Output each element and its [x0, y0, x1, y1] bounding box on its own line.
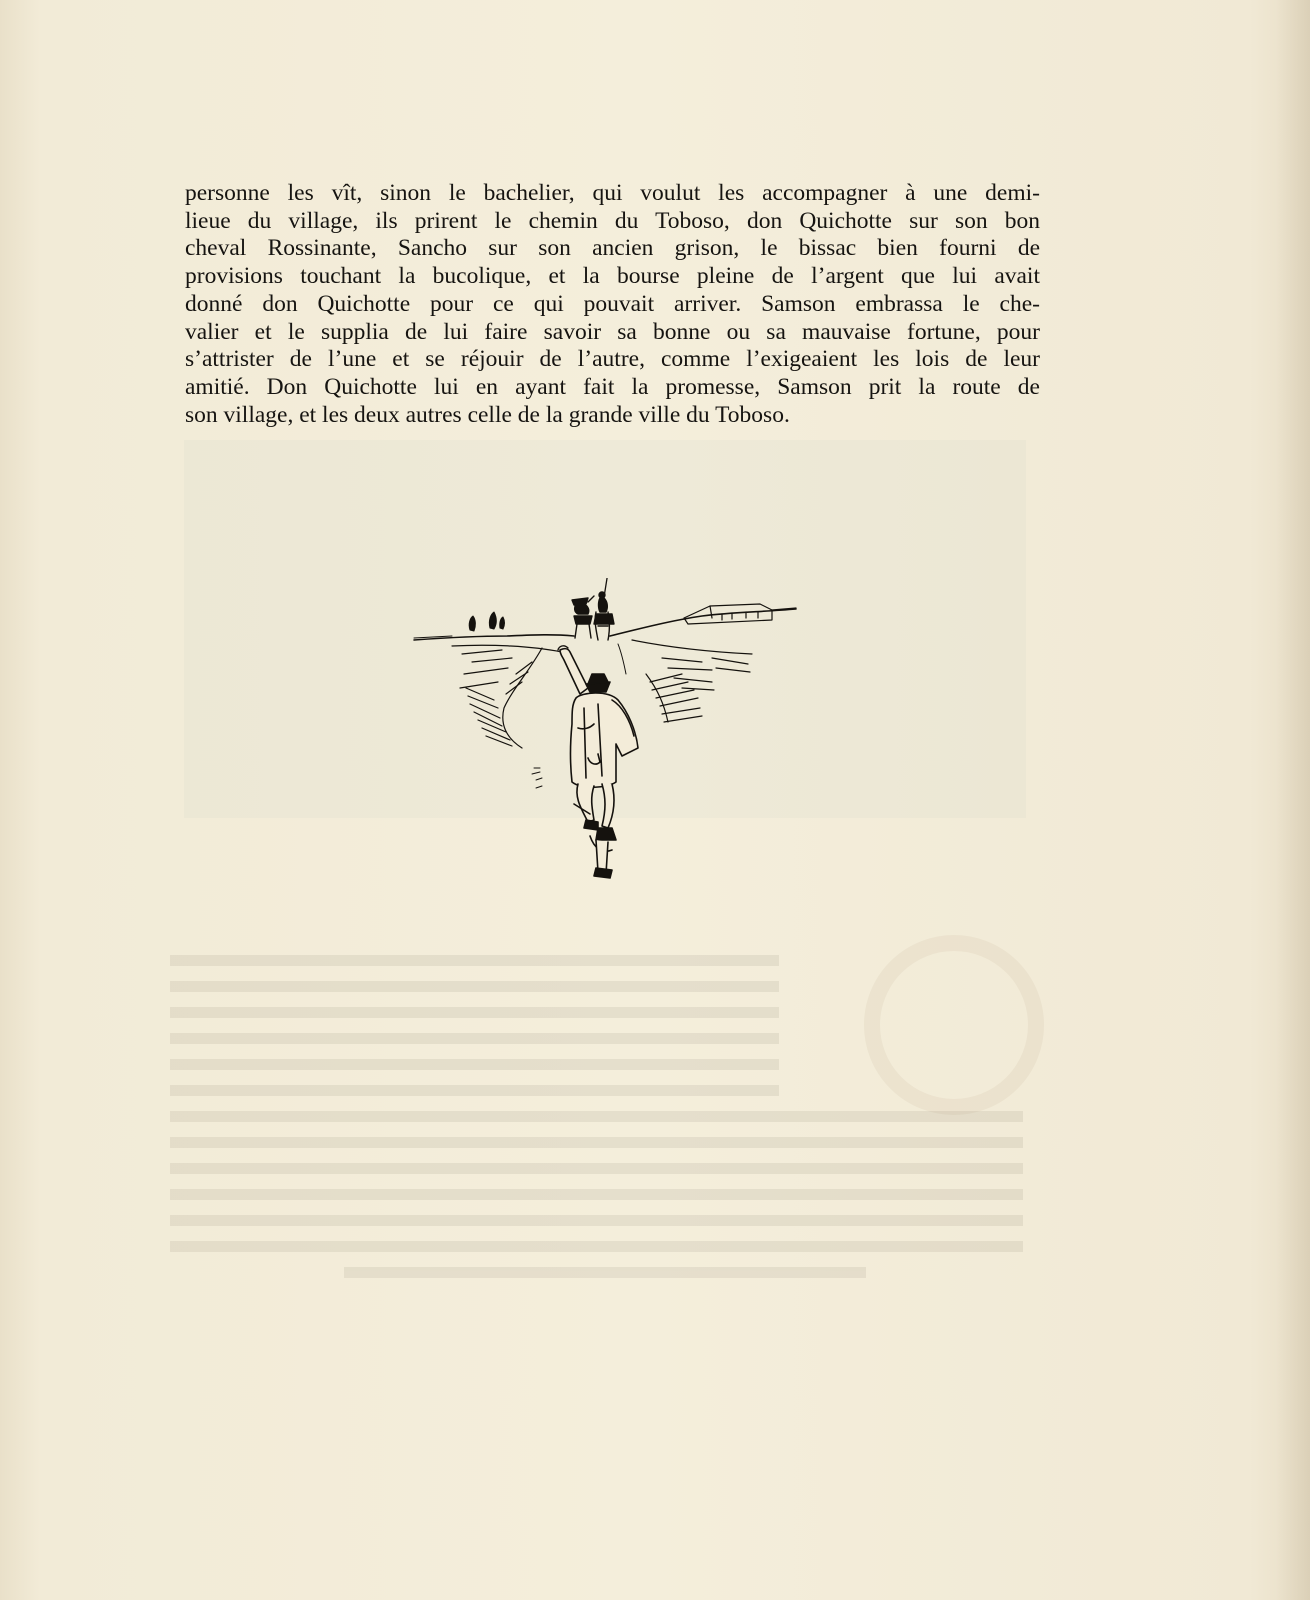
embankment-right: [632, 640, 752, 722]
hill-right: [610, 609, 796, 636]
waving-man-icon: [532, 646, 638, 878]
show-through-ornament: [864, 935, 1044, 1115]
riders-icon: [572, 578, 614, 640]
tree-icon: [489, 612, 496, 629]
tree-icon: [469, 616, 475, 631]
embankment-left: [452, 645, 562, 748]
text-line: donné don Quichotte pour ce qui pouvait arriver. Samson embrassa le che-: [185, 290, 1040, 317]
page-edge-shadow: [1276, 0, 1310, 1600]
text-line: provisions touchant la bucolique, et la bourse pleine de l’argent que lui avait: [185, 263, 1040, 290]
text-line: amitié. Don Quichotte lui en ayant fait la promesse, Samson prit la route de: [185, 373, 1040, 400]
text-line: personne les vît, sinon le bachelier, qui voulut les accompagner à une demi-: [185, 180, 1040, 206]
body-paragraph: [185, 180, 1040, 429]
text-line: valier et le supplia de lui faire savoir sa bonne ou sa mauvaise fortune, pour: [185, 318, 1040, 345]
text-line: son village, et les deux autres celle de la grande ville du Toboso.: [185, 401, 790, 428]
tree-icon: [500, 617, 505, 629]
text-line: cheval Rossinante, Sancho sur son ancien grison, le bissac bien fourni de: [185, 235, 1040, 262]
horizon-line: [414, 635, 574, 640]
text-line: lieue du village, ils prirent le chemin du Toboso, don Quichotte sur son bon: [185, 207, 1040, 234]
farmhouse-icon: [684, 604, 796, 624]
text-line: s’attrister de l’une et se réjouir de l’autre, comme l’exigeaient les lois de leur: [185, 346, 1040, 373]
ink-illustration: [412, 578, 802, 898]
